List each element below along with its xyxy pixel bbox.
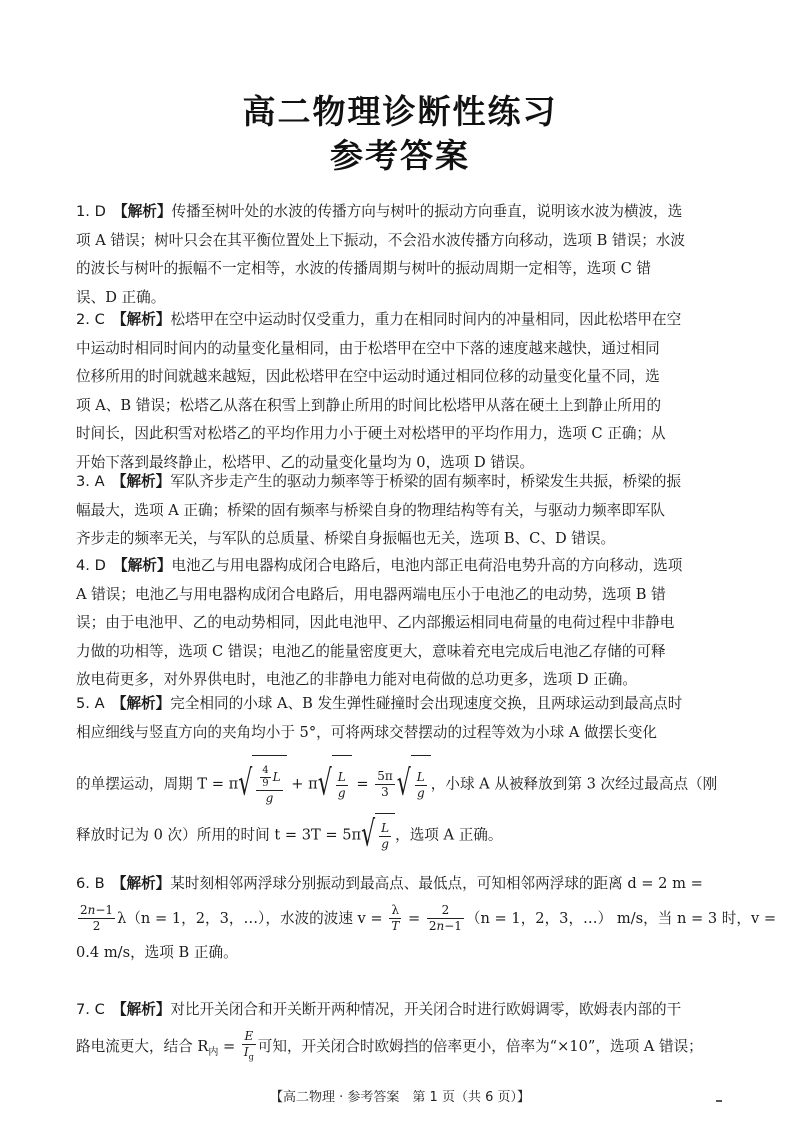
answer-5-line: 完全相同的小球 A、B 发生弹性碰撞时会出现速度交换，且两球运动到最高点时 xyxy=(170,695,683,712)
analysis-tag: 【解析】 xyxy=(119,1001,171,1018)
answer-4-number: 4. D xyxy=(76,557,106,574)
answer-2-line: 松塔甲在空中运动时仅受重力，重力在相同时间内的冲量相同，因此松塔甲在空 xyxy=(170,311,682,328)
answer-4-line: A 错误；电池乙与用电器构成闭合电路后，用电器两端电压小于电池乙的电动势，选项 B 错 xyxy=(76,585,666,603)
page-subtitle: 参考答案 xyxy=(330,136,470,175)
answer-7 xyxy=(76,996,726,1069)
answer-2 xyxy=(76,306,726,478)
resistance-formula-line: 路电流更大，结合 $R_内$ = $\frac{E}{I_g}$ 可知，开关闭合时欧姆挡的倍率更小，倍率为“×10”，选项 A 错误； xyxy=(76,1028,703,1062)
answer-3-line: 齐步走的频率无关，与军队的总质量、桥梁自身振幅也无关，选项 B、C、D 错误。 xyxy=(76,530,616,548)
answer-4 xyxy=(76,552,726,695)
answer-7-line: 对比开关闭合和开关断开两种情况，开关闭合时进行欧姆调零，欧姆表内部的干 xyxy=(170,1001,682,1018)
answer-4-line: 放电荷更多，对外界供电时，电池乙的非静电力能对电荷做的总功更多，选项 D 正确。 xyxy=(76,671,637,689)
answer-5 xyxy=(76,690,726,857)
answer-2-number: 2. C xyxy=(76,311,105,328)
analysis-tag: 【解析】 xyxy=(120,203,172,220)
answer-1 xyxy=(76,198,726,312)
answer-1-number: 1. D xyxy=(76,203,106,220)
answer-4-line: 误；由于电池甲、乙的电动势相同，因此电池甲、乙内部搬运相同电荷量的电荷过程中非静电 xyxy=(76,614,675,632)
corner-mark xyxy=(716,1100,722,1102)
answer-6 xyxy=(76,870,777,967)
wave-speed-line: $\frac{2n-1}{2}$ λ（n = 1，2，3，…），水波的波速 v = $\frac{\lambda}{T}$ = $\frac{2}{2n-1}$ （n = 1，2，3，…） m/s，当 n = 3 时，v = xyxy=(80,903,777,934)
answer-7-number: 7. C xyxy=(76,1001,105,1018)
answer-1-line: 传播至树叶处的水波的传播方向与树叶的振动方向垂直，说明该水波为横波，选 xyxy=(171,203,683,220)
answer-2-line: 时间长，因此积雪对松塔乙的平均作用力小于硬土对松塔甲的平均作用力，选项 C 正确；从 xyxy=(76,425,666,443)
answer-2-line: 项 A、B 错误；松塔乙从落在积雪上到静止所用的时间比松塔甲从落在硬土上到静止所用的 xyxy=(76,396,662,414)
answer-3-number: 3. A xyxy=(76,473,105,490)
answer-4-line: 力做的功相等，选项 C 错误；电池乙的能量密度更大，意味着充电完成后电池乙存储的可释 xyxy=(76,642,666,660)
analysis-tag: 【解析】 xyxy=(119,311,171,328)
answer-2-line: 中运动时相同时间内的动量变化量相同，由于松塔甲在空中下落的速度越来越快，通过相同 xyxy=(76,339,660,357)
page-title: 高二物理诊断性练习 xyxy=(242,92,558,131)
answer-6-line: 某时刻相邻两浮球分别振动到最高点、最低点，可知相邻两浮球的距离 d = 2 m = xyxy=(170,875,703,892)
analysis-tag: 【解析】 xyxy=(120,557,172,574)
analysis-tag: 【解析】 xyxy=(119,473,171,490)
answer-2-line: 开始下落到最终静止，松塔甲、乙的动量变化量均为 0，选项 D 错误。 xyxy=(76,453,535,471)
period-formula-line: 的单摆运动，周期 T = π√ $\frac{4}{9}$ L g + π√ $\frac{L}{g}$ = $\frac{5\pi}{3}$ √ $\frac{L}{g}$ ，小球 A 从被释放到第 3 次经过最高点（刚 xyxy=(76,755,726,813)
answer-1-line: 误、D 正确。 xyxy=(76,288,166,306)
answer-4-line: 电池乙与用电器构成闭合电路后，电池内部正电荷沿电势升高的方向移动，选项 xyxy=(171,557,683,574)
answer-2-line: 位移所用的时间就越来越短，因此松塔甲在空中运动时通过相同位移的动量变化量不同，选 xyxy=(76,368,660,386)
analysis-tag: 【解析】 xyxy=(119,875,171,892)
time-formula-line: 释放时记为 0 次）所用的时间 t = 3T = 5π√ $\frac{L}{g}$ ，选项 A 正确。 xyxy=(76,813,726,857)
answer-3 xyxy=(76,468,726,554)
answer-6-line: 0.4 m/s，选项 B 正确。 xyxy=(76,943,238,961)
answer-3-line: 军队齐步走产生的驱动力频率等于桥梁的固有频率时，桥梁发生共振，桥梁的振 xyxy=(170,473,682,490)
answer-5-line: 相应细线与竖直方向的夹角均小于 5°，可将两球交替摆动的过程等效为小球 A 做摆长变化 xyxy=(76,723,658,741)
answer-1-line: 的波长与树叶的振幅不一定相等，水波的传播周期与树叶的振动周期一定相等，选项 C 错 xyxy=(76,260,652,278)
answer-6-number: 6. B xyxy=(76,875,105,892)
page-footer: 【高二物理 · 参考答案 第 1 页（共 6 页）】 xyxy=(270,1090,530,1105)
answer-3-line: 幅最大，选项 A 正确；桥梁的固有频率与桥梁自身的物理结构等有关，与驱动力频率即军队 xyxy=(76,501,665,519)
answer-1-line: 项 A 错误；树叶只会在其平衡位置处上下振动，不会沿水波传播方向移动，选项 B 错误；水波 xyxy=(76,231,685,249)
answer-5-number: 5. A xyxy=(76,695,105,712)
analysis-tag: 【解析】 xyxy=(119,695,171,712)
